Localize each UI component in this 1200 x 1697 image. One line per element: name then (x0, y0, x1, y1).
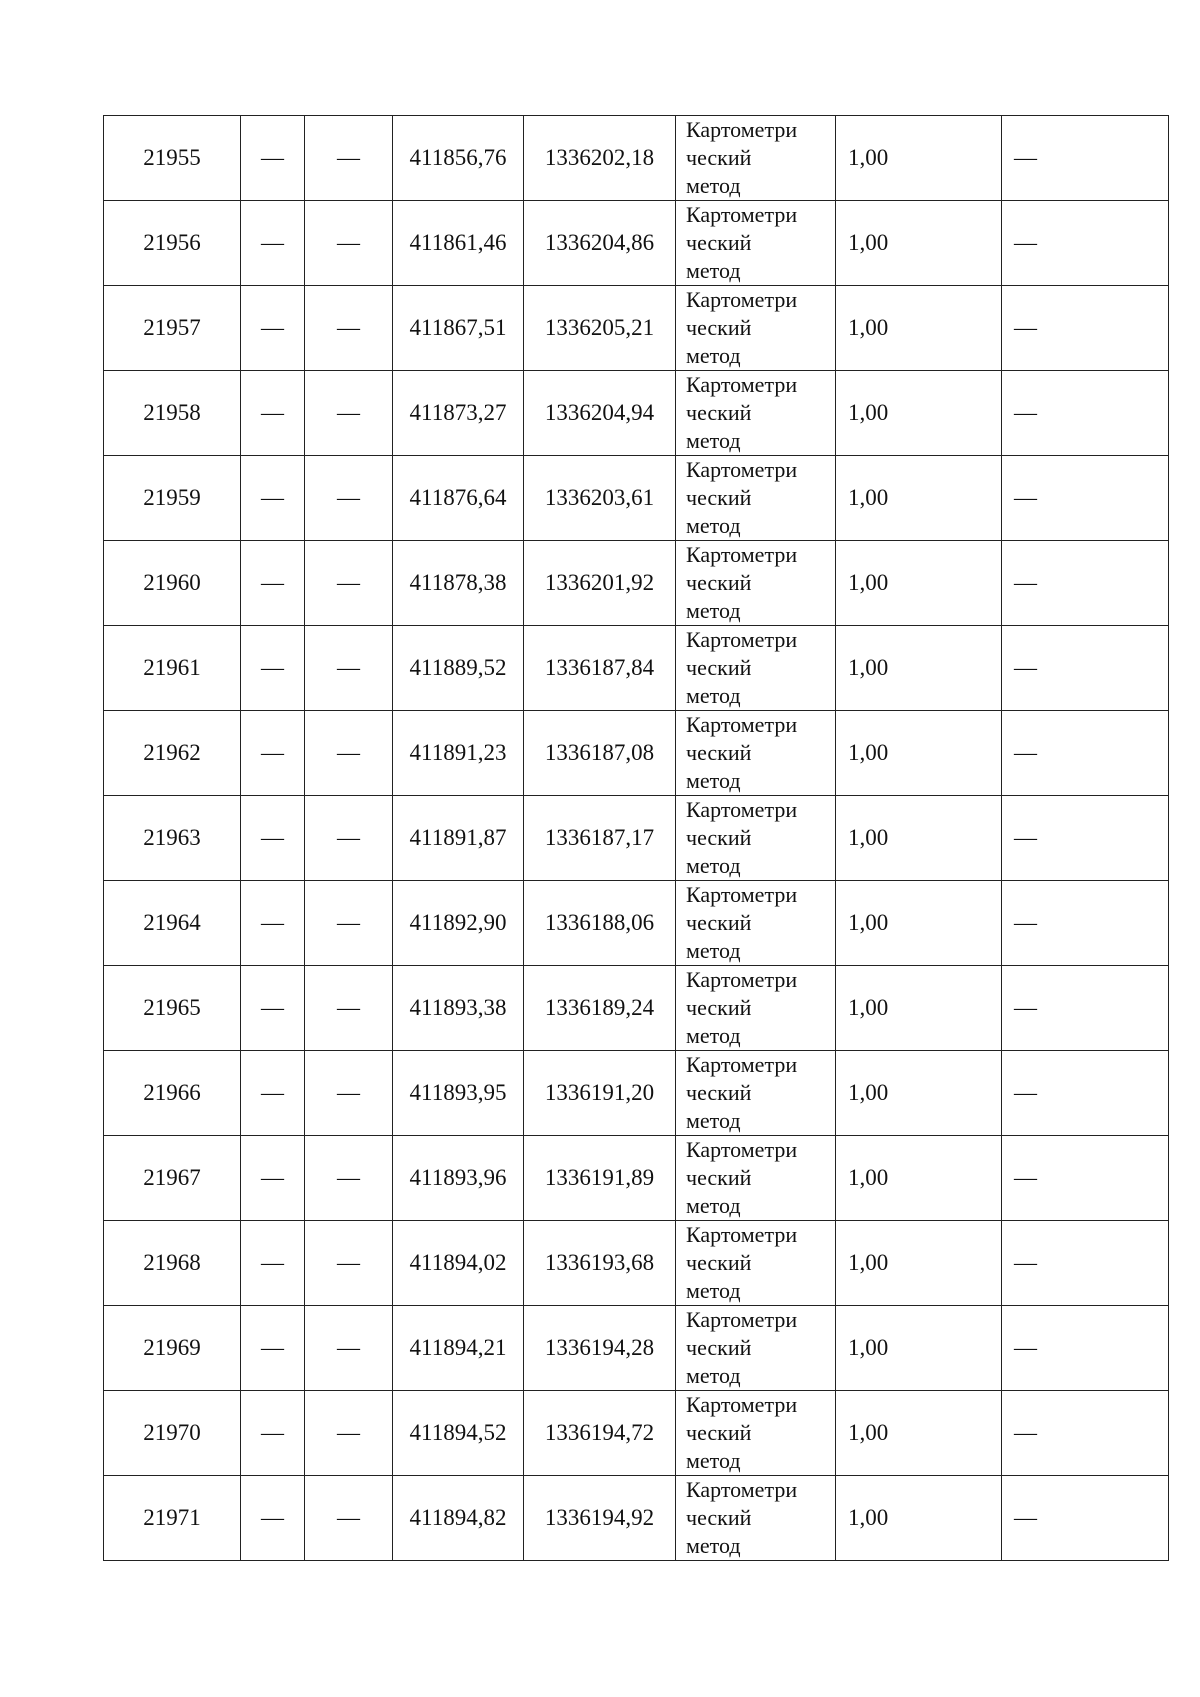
method-cell (676, 966, 836, 1051)
empty-dash-cell: — (1002, 201, 1169, 286)
x-coordinate-cell: 411856,76 (393, 116, 524, 201)
method-text-line: ческий (686, 1165, 752, 1190)
y-coordinate-cell: 1336193,68 (524, 1221, 676, 1306)
x-coordinate-cell: 411893,38 (393, 966, 524, 1051)
empty-dash-cell: — (241, 881, 305, 966)
method-text-line: ческий (686, 1420, 752, 1445)
point-number-cell: 21960 (104, 541, 241, 626)
empty-dash-cell: — (1002, 966, 1169, 1051)
empty-dash-cell: — (241, 1476, 305, 1561)
x-coordinate-cell: 411878,38 (393, 541, 524, 626)
empty-dash-cell: — (1002, 286, 1169, 371)
method-text-line: Картометри (686, 457, 798, 482)
empty-dash-cell: — (1002, 1306, 1169, 1391)
accuracy-cell: 1,00 (836, 456, 1002, 541)
empty-dash-cell: — (305, 796, 393, 881)
method-text-line: Картометри (686, 1392, 798, 1417)
method-text-line: ческий (686, 1250, 752, 1275)
accuracy-cell: 1,00 (836, 201, 1002, 286)
y-coordinate-cell: 1336191,89 (524, 1136, 676, 1221)
method-text-line: ческий (686, 825, 752, 850)
method-text-line: метод (686, 258, 741, 283)
y-coordinate-cell: 1336205,21 (524, 286, 676, 371)
empty-dash-cell: — (305, 371, 393, 456)
x-coordinate-cell: 411867,51 (393, 286, 524, 371)
coordinates-table (103, 115, 1169, 1561)
method-text-line: Картометри (686, 712, 798, 737)
y-coordinate-cell: 1336191,20 (524, 1051, 676, 1136)
method-text-line: ческий (686, 230, 752, 255)
empty-dash-cell: — (241, 116, 305, 201)
empty-dash-cell: — (1002, 541, 1169, 626)
method-text-line: метод (686, 768, 741, 793)
empty-dash-cell: — (1002, 1391, 1169, 1476)
accuracy-cell: 1,00 (836, 626, 1002, 711)
method-cell (676, 1391, 836, 1476)
empty-dash-cell: — (305, 1221, 393, 1306)
point-number-cell: 21962 (104, 711, 241, 796)
table-row (104, 116, 1169, 201)
empty-dash-cell: — (241, 201, 305, 286)
method-text-line: метод (686, 343, 741, 368)
empty-dash-cell: — (1002, 116, 1169, 201)
accuracy-cell: 1,00 (836, 881, 1002, 966)
accuracy-cell: 1,00 (836, 966, 1002, 1051)
x-coordinate-cell: 411873,27 (393, 371, 524, 456)
y-coordinate-cell: 1336194,72 (524, 1391, 676, 1476)
table-row (104, 201, 1169, 286)
empty-dash-cell: — (305, 1391, 393, 1476)
method-cell (676, 796, 836, 881)
method-text-line: ческий (686, 740, 752, 765)
accuracy-cell: 1,00 (836, 286, 1002, 371)
method-text-line: ческий (686, 910, 752, 935)
table-row (104, 796, 1169, 881)
method-text-line: ческий (686, 1505, 752, 1530)
method-text-line: Картометри (686, 1307, 798, 1332)
method-text-line: Картометри (686, 372, 798, 397)
accuracy-cell: 1,00 (836, 541, 1002, 626)
table-row (104, 881, 1169, 966)
empty-dash-cell: — (305, 881, 393, 966)
method-cell (676, 541, 836, 626)
empty-dash-cell: — (305, 1476, 393, 1561)
method-text-line: ческий (686, 995, 752, 1020)
accuracy-cell: 1,00 (836, 1391, 1002, 1476)
method-text-line: метод (686, 1278, 741, 1303)
method-text-line: Картометри (686, 287, 798, 312)
method-text-line: метод (686, 938, 741, 963)
table-body (104, 116, 1169, 1561)
empty-dash-cell: — (305, 541, 393, 626)
method-text-line: Картометри (686, 1477, 798, 1502)
point-number-cell: 21967 (104, 1136, 241, 1221)
empty-dash-cell: — (1002, 371, 1169, 456)
method-text-line: Картометри (686, 1222, 798, 1247)
empty-dash-cell: — (1002, 626, 1169, 711)
method-text-line: Картометри (686, 967, 798, 992)
empty-dash-cell: — (1002, 796, 1169, 881)
empty-dash-cell: — (241, 1221, 305, 1306)
method-text-line: Картометри (686, 627, 798, 652)
x-coordinate-cell: 411893,96 (393, 1136, 524, 1221)
point-number-cell: 21964 (104, 881, 241, 966)
table-row (104, 1306, 1169, 1391)
method-text-line: ческий (686, 400, 752, 425)
accuracy-cell: 1,00 (836, 711, 1002, 796)
method-text-line: Картометри (686, 117, 798, 142)
table-row (104, 371, 1169, 456)
accuracy-cell: 1,00 (836, 1051, 1002, 1136)
accuracy-cell: 1,00 (836, 1476, 1002, 1561)
method-text-line: метод (686, 598, 741, 623)
x-coordinate-cell: 411892,90 (393, 881, 524, 966)
empty-dash-cell: — (241, 1306, 305, 1391)
point-number-cell: 21971 (104, 1476, 241, 1561)
method-cell (676, 116, 836, 201)
table-row (104, 541, 1169, 626)
accuracy-cell: 1,00 (836, 1136, 1002, 1221)
method-cell (676, 456, 836, 541)
y-coordinate-cell: 1336204,86 (524, 201, 676, 286)
accuracy-cell: 1,00 (836, 1306, 1002, 1391)
empty-dash-cell: — (305, 201, 393, 286)
method-text-line: ческий (686, 485, 752, 510)
empty-dash-cell: — (241, 541, 305, 626)
method-cell (676, 371, 836, 456)
y-coordinate-cell: 1336194,92 (524, 1476, 676, 1561)
point-number-cell: 21955 (104, 116, 241, 201)
y-coordinate-cell: 1336187,08 (524, 711, 676, 796)
empty-dash-cell: — (241, 1391, 305, 1476)
accuracy-cell: 1,00 (836, 1221, 1002, 1306)
method-cell (676, 286, 836, 371)
empty-dash-cell: — (241, 286, 305, 371)
x-coordinate-cell: 411894,02 (393, 1221, 524, 1306)
method-text-line: Картометри (686, 1137, 798, 1162)
method-cell (676, 626, 836, 711)
method-text-line: метод (686, 428, 741, 453)
x-coordinate-cell: 411891,23 (393, 711, 524, 796)
empty-dash-cell: — (1002, 881, 1169, 966)
empty-dash-cell: — (241, 1136, 305, 1221)
empty-dash-cell: — (1002, 1476, 1169, 1561)
table-row (104, 1136, 1169, 1221)
y-coordinate-cell: 1336189,24 (524, 966, 676, 1051)
method-text-line: метод (686, 1193, 741, 1218)
table-row (104, 966, 1169, 1051)
y-coordinate-cell: 1336188,06 (524, 881, 676, 966)
method-text-line: метод (686, 1363, 741, 1388)
method-text-line: ческий (686, 1080, 752, 1105)
x-coordinate-cell: 411894,82 (393, 1476, 524, 1561)
empty-dash-cell: — (305, 626, 393, 711)
empty-dash-cell: — (305, 456, 393, 541)
empty-dash-cell: — (305, 286, 393, 371)
method-cell (676, 711, 836, 796)
table-row (104, 1391, 1169, 1476)
method-text-line: Картометри (686, 1052, 798, 1077)
point-number-cell: 21969 (104, 1306, 241, 1391)
y-coordinate-cell: 1336204,94 (524, 371, 676, 456)
method-text-line: Картометри (686, 202, 798, 227)
method-text-line: Картометри (686, 542, 798, 567)
point-number-cell: 21958 (104, 371, 241, 456)
empty-dash-cell: — (1002, 1051, 1169, 1136)
empty-dash-cell: — (241, 796, 305, 881)
x-coordinate-cell: 411894,52 (393, 1391, 524, 1476)
method-text-line: метод (686, 513, 741, 538)
method-text-line: метод (686, 853, 741, 878)
x-coordinate-cell: 411891,87 (393, 796, 524, 881)
method-cell (676, 1476, 836, 1561)
empty-dash-cell: — (1002, 1136, 1169, 1221)
point-number-cell: 21963 (104, 796, 241, 881)
accuracy-cell: 1,00 (836, 116, 1002, 201)
y-coordinate-cell: 1336187,84 (524, 626, 676, 711)
method-cell (676, 881, 836, 966)
empty-dash-cell: — (305, 711, 393, 796)
table-row (104, 711, 1169, 796)
table-row (104, 456, 1169, 541)
point-number-cell: 21970 (104, 1391, 241, 1476)
empty-dash-cell: — (1002, 711, 1169, 796)
empty-dash-cell: — (1002, 1221, 1169, 1306)
method-text-line: ческий (686, 145, 752, 170)
empty-dash-cell: — (241, 626, 305, 711)
table-row (104, 1221, 1169, 1306)
method-text-line: ческий (686, 1335, 752, 1360)
method-text-line: Картометри (686, 797, 798, 822)
point-number-cell: 21959 (104, 456, 241, 541)
y-coordinate-cell: 1336187,17 (524, 796, 676, 881)
y-coordinate-cell: 1336202,18 (524, 116, 676, 201)
method-cell (676, 1306, 836, 1391)
x-coordinate-cell: 411893,95 (393, 1051, 524, 1136)
point-number-cell: 21966 (104, 1051, 241, 1136)
method-text-line: метод (686, 1533, 741, 1558)
empty-dash-cell: — (241, 711, 305, 796)
empty-dash-cell: — (305, 966, 393, 1051)
table-row (104, 1476, 1169, 1561)
method-text-line: ческий (686, 655, 752, 680)
empty-dash-cell: — (305, 1136, 393, 1221)
method-text-line: метод (686, 683, 741, 708)
empty-dash-cell: — (241, 1051, 305, 1136)
table-row (104, 1051, 1169, 1136)
empty-dash-cell: — (305, 1051, 393, 1136)
method-cell (676, 1221, 836, 1306)
empty-dash-cell: — (305, 1306, 393, 1391)
method-text-line: ческий (686, 570, 752, 595)
point-number-cell: 21968 (104, 1221, 241, 1306)
method-text-line: метод (686, 1023, 741, 1048)
method-text-line: Картометри (686, 882, 798, 907)
method-cell (676, 1136, 836, 1221)
point-number-cell: 21957 (104, 286, 241, 371)
y-coordinate-cell: 1336201,92 (524, 541, 676, 626)
empty-dash-cell: — (1002, 456, 1169, 541)
y-coordinate-cell: 1336194,28 (524, 1306, 676, 1391)
method-text-line: метод (686, 1448, 741, 1473)
point-number-cell: 21961 (104, 626, 241, 711)
x-coordinate-cell: 411894,21 (393, 1306, 524, 1391)
empty-dash-cell: — (305, 116, 393, 201)
x-coordinate-cell: 411889,52 (393, 626, 524, 711)
point-number-cell: 21965 (104, 966, 241, 1051)
accuracy-cell: 1,00 (836, 371, 1002, 456)
point-number-cell: 21956 (104, 201, 241, 286)
empty-dash-cell: — (241, 966, 305, 1051)
method-text-line: ческий (686, 315, 752, 340)
accuracy-cell: 1,00 (836, 796, 1002, 881)
x-coordinate-cell: 411861,46 (393, 201, 524, 286)
method-text-line: метод (686, 1108, 741, 1133)
method-cell (676, 201, 836, 286)
method-text-line: метод (686, 173, 741, 198)
y-coordinate-cell: 1336203,61 (524, 456, 676, 541)
empty-dash-cell: — (241, 456, 305, 541)
x-coordinate-cell: 411876,64 (393, 456, 524, 541)
table-row (104, 286, 1169, 371)
empty-dash-cell: — (241, 371, 305, 456)
method-cell (676, 1051, 836, 1136)
table-row (104, 626, 1169, 711)
